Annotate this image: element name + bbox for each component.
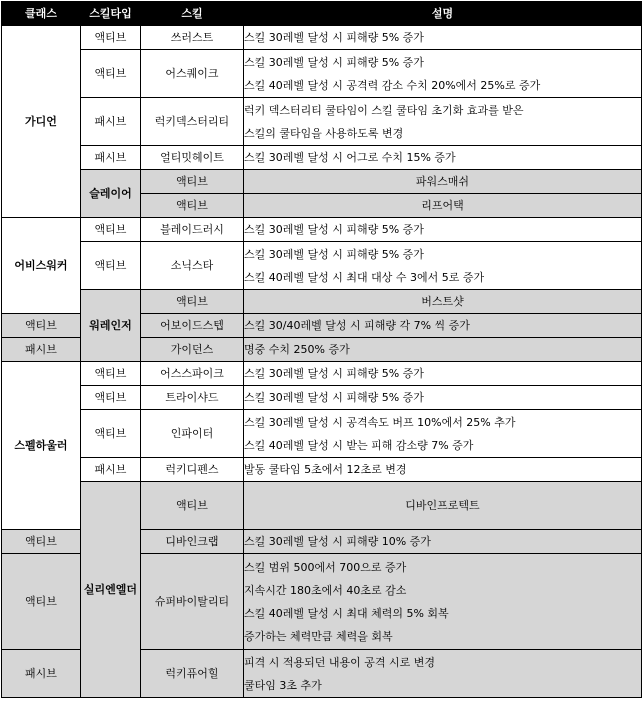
skill-change-table [1,1,642,698]
description-line: 스킬의 쿨타임을 사용하도록 변경 [244,126,404,140]
skill-name-cell: 버스트샷 [244,290,642,314]
skill-type-cell: 액티브 [141,482,244,530]
table-row [2,386,642,410]
skill-description-cell [244,458,642,482]
description-line: 스킬 30레벨 달성 시 피해량 5% 증가 [244,31,424,44]
skill-type-cell: 액티브 [141,170,244,194]
skill-name-cell: 블레이드러시 [141,218,244,242]
skill-type-cell: 액티브 [81,218,141,242]
table-row [2,482,642,530]
skill-description-cell [244,386,642,410]
description-line: 스킬 30레벨 달성 시 피해량 5% 증가 [244,367,424,380]
skill-description-cell [244,146,642,170]
description-line: 스킬 40레벨 달성 시 공격력 감소 수치 20%에서 25%로 증가 [244,78,541,92]
description-line: 스킬 30레벨 달성 시 공격속도 버프 10%에서 25% 추가 [244,415,516,429]
description-line: 발동 쿨타임 5초에서 12초로 변경 [244,463,407,476]
header-skill: 스킬 [141,2,244,26]
class-name-cell: 워레인저 [81,290,141,362]
table-row [2,50,642,98]
skill-name-cell: 인파이터 [141,410,244,458]
skill-type-cell: 액티브 [81,386,141,410]
skill-name-cell: 어보이드스텝 [141,314,244,338]
description-line: 스킬 30/40레벨 달성 시 피해량 각 7% 씩 증가 [244,319,470,332]
skill-type-cell: 패시브 [2,338,81,362]
skill-description-cell [244,242,642,290]
table-row [2,362,642,386]
table-row [2,218,642,242]
skill-type-cell: 액티브 [141,194,244,218]
description-line: 피격 시 적용되던 내용이 공격 시로 변경 [244,655,435,669]
skill-name-cell: 얼티밋헤이트 [141,146,244,170]
skill-description-cell [244,554,642,650]
skill-type-cell: 액티브 [2,554,81,650]
skill-name-cell: 럭키디펜스 [141,458,244,482]
description-line: 스킬 30레벨 달성 시 피해량 10% 증가 [244,535,431,548]
header-description: 설명 [244,2,642,26]
table-row [2,242,642,290]
skill-type-cell: 패시브 [81,458,141,482]
description-line: 지속시간 180초에서 40초로 감소 [244,583,407,597]
skill-type-cell: 액티브 [81,26,141,50]
skill-type-cell: 패시브 [81,98,141,146]
skill-type-cell: 액티브 [81,362,141,386]
class-name-cell: 슬레이어 [81,170,141,218]
skill-description-cell [244,650,642,698]
skill-type-cell: 패시브 [2,650,81,698]
description-line: 쿨타임 3초 추가 [244,678,322,692]
description-line: 스킬 30레벨 달성 시 피해량 5% 증가 [244,223,424,236]
table-row [2,170,642,194]
class-name-cell: 어비스워커 [2,218,81,314]
description-line: 증가하는 체력만큼 체력을 회복 [244,629,393,643]
skill-name-cell: 럭키덱스터리티 [141,98,244,146]
skill-description-cell [244,338,642,362]
skill-type-cell: 액티브 [141,290,244,314]
skill-type-cell: 액티브 [2,530,81,554]
table-body [2,26,642,698]
skill-description-cell [244,530,642,554]
description-line: 스킬 40레벨 달성 시 최대 체력의 5% 회복 [244,606,449,620]
skill-description-cell [244,98,642,146]
description-line: 스킬 40레벨 달성 시 최대 대상 수 3에서 5로 증가 [244,270,485,284]
skill-name-cell: 럭키퓨어힐 [141,650,244,698]
table-row [2,410,642,458]
class-name-cell: 가디언 [2,26,81,218]
skill-name-cell: 소닉스타 [141,242,244,290]
skill-name-cell: 디바인프로텍트 [244,482,642,530]
skill-type-cell: 패시브 [81,146,141,170]
description-line: 럭키 덱스터리티 쿨타임이 스킬 쿨타임 초기화 효과를 받은 [244,103,524,117]
description-line: 스킬 범위 500에서 700으로 증가 [244,560,407,574]
skill-name-cell: 어스스파이크 [141,362,244,386]
description-line: 스킬 30레벨 달성 시 피해량 5% 증가 [244,55,424,69]
description-line: 스킬 40레벨 달성 시 받는 피해 감소량 7% 증가 [244,438,474,452]
table-row [2,290,642,314]
skill-type-cell: 액티브 [81,242,141,290]
skill-name-cell: 가이던스 [141,338,244,362]
skill-description-cell [244,50,642,98]
description-line: 스킬 30레벨 달성 시 피해량 5% 증가 [244,391,424,404]
header-skill-type: 스킬타입 [81,2,141,26]
skill-name-cell: 파워스매쉬 [244,170,642,194]
description-line: 명중 수치 250% 증가 [244,343,350,356]
table-row [2,26,642,50]
class-name-cell: 실리엔엘더 [81,482,141,698]
skill-description-cell [244,218,642,242]
skill-type-cell: 액티브 [81,410,141,458]
class-name-cell: 스펠하울러 [2,362,81,530]
skill-type-cell: 액티브 [2,314,81,338]
skill-description-cell [244,362,642,386]
skill-name-cell: 리프어택 [244,194,642,218]
skill-name-cell: 어스퀘이크 [141,50,244,98]
description-line: 스킬 30레벨 달성 시 피해량 5% 증가 [244,247,424,261]
table-row [2,146,642,170]
skill-description-cell [244,314,642,338]
skill-name-cell: 디바인크랩 [141,530,244,554]
description-line: 스킬 30레벨 달성 시 어그로 수치 15% 증가 [244,151,456,164]
skill-description-cell [244,26,642,50]
skill-name-cell: 쓰러스트 [141,26,244,50]
header-class: 클래스 [2,2,81,26]
skill-type-cell: 액티브 [81,50,141,98]
skill-name-cell: 슈퍼바이탈리티 [141,554,244,650]
table-row [2,98,642,146]
skill-name-cell: 트라이샤드 [141,386,244,410]
skill-description-cell [244,410,642,458]
header-row [2,2,642,26]
table-row [2,458,642,482]
